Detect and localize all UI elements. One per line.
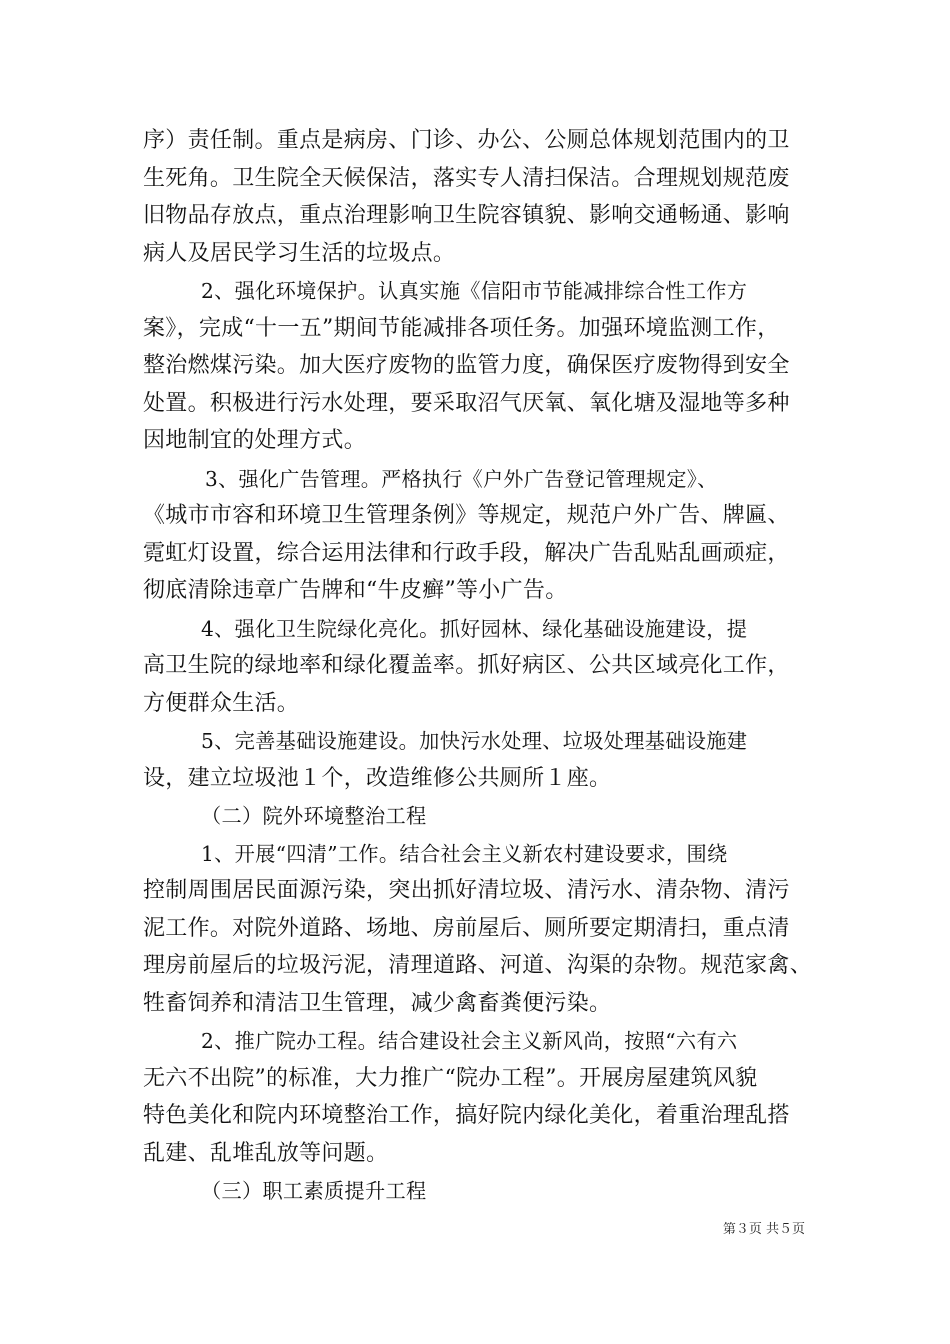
text-line: 控制周围居民面源污染，突出抓好清垃圾、清污水、清杂物、清污 [143, 878, 790, 903]
paragraph-start: 1、开展“四清”工作。结合社会主义新农村建设要求，围绕 [201, 842, 728, 866]
text-line: 牲畜饲养和清洁卫生管理，减少禽畜粪便污染。 [143, 991, 612, 1016]
paragraph-start: 2、强化环境保护。认真实施《信阳市节能减排综合性工作方 [201, 279, 748, 303]
text-line: 高卫生院的绿地率和绿化覆盖率。抓好病区、公共区域亮化工作， [143, 653, 790, 678]
paragraph-start: 3、强化广告管理。严格执行《户外广告登记管理规定》、 [205, 467, 718, 491]
text-line: 因地制宜的处理方式。 [143, 428, 367, 453]
section-heading: （二）院外环境整治工程 [201, 804, 427, 828]
text-line: 乱建、乱堆乱放等问题。 [143, 1141, 389, 1166]
text-line: 方便群众生活。 [143, 691, 300, 716]
text-line: 特色美化和院内环境整治工作，搞好院内绿化美化，着重治理乱搭 [143, 1103, 790, 1128]
text-line: 设，建立垃圾池１个，改造维修公共厕所１座。 [143, 766, 612, 791]
text-line: 无六不出院”的标准，大力推广“院办工程”。开展房屋建筑风貌 [143, 1066, 758, 1091]
text-line: 处置。积极进行污水处理，要采取沼气厌氧、氧化塘及湿地等多种 [143, 391, 790, 416]
text-line: 彻底清除违章广告牌和“牛皮癣”等小广告。 [143, 578, 568, 603]
text-line: 整治燃煤污染。加大医疗废物的监管力度，确保医疗废物得到安全 [143, 353, 790, 378]
text-line: 序）责任制。重点是病房、门诊、办公、公厕总体规划范围内的卫 [143, 128, 790, 153]
paragraph-start: 2、推广院办工程。结合建设社会主义新风尚，按照“六有六 [201, 1029, 738, 1053]
paragraph-start: 5、完善基础设施建设。加快污水处理、垃圾处理基础设施建 [201, 729, 748, 753]
section-heading: （三）职工素质提升工程 [201, 1179, 427, 1203]
text-line: 理房前屋后的垃圾污泥，清理道路、河道、沟渠的杂物。规范家禽、 [143, 953, 813, 978]
text-line: 病人及居民学习生活的垃圾点。 [143, 241, 456, 266]
paragraph-start: 4、强化卫生院绿化亮化。抓好园林、绿化基础设施建设，提 [201, 617, 748, 641]
page-number: 第３页 共５页 [722, 1222, 805, 1237]
text-line: 《城市市容和环境卫生管理条例》等规定，规范户外广告、牌匾、 [143, 503, 790, 528]
text-line: 案》，完成“十一五”期间节能减排各项任务。加强环境监测工作， [143, 316, 780, 341]
text-line: 霓虹灯设置，综合运用法律和行政手段，解决广告乱贴乱画顽症， [143, 541, 790, 566]
text-line: 生死角。卫生院全天候保洁，落实专人清扫保洁。合理规划规范废 [143, 166, 790, 191]
text-line: 泥工作。对院外道路、场地、房前屋后、厕所要定期清扫，重点清 [143, 916, 790, 941]
text-line: 旧物品存放点，重点治理影响卫生院容镇貌、影响交通畅通、影响 [143, 203, 790, 228]
